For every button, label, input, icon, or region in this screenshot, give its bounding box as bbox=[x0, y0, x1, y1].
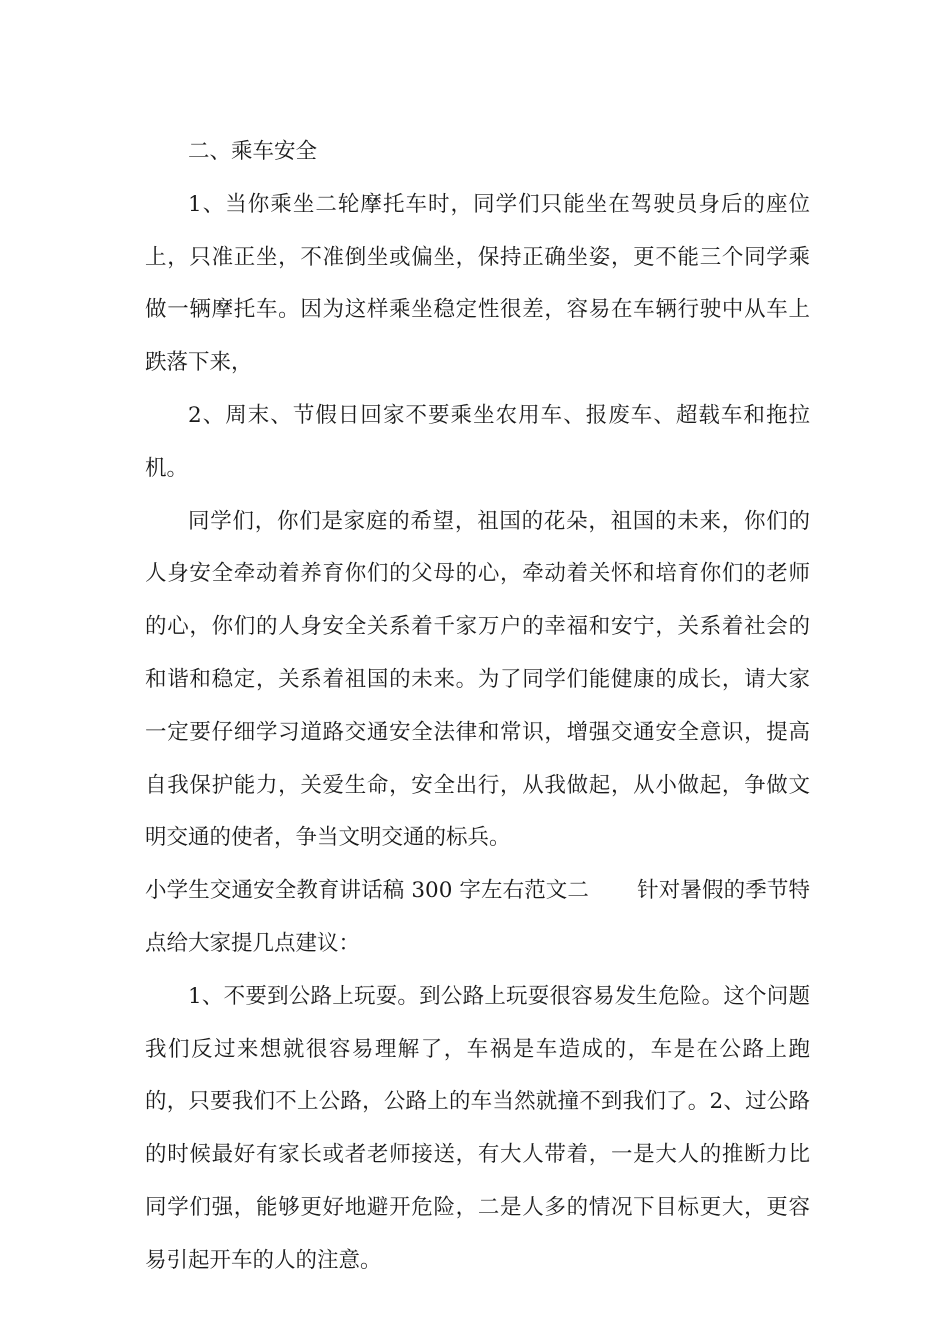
paragraph-motorcycle-safety: 1、当你乘坐二轮摩托车时，同学们只能坐在驾驶员身后的座位上，只准正坐，不准倒坐或偏坐，保持正确坐姿，更不能三个同学乘做一辆摩托车。因为这样乘坐稳定性很差，容易在车辆行驶中从车上跌落下来， bbox=[145, 191, 810, 376]
paragraph-road-advice: 1、不要到公路上玩耍。到公路上玩耍很容易发生危险。这个问题我们反过来想就很容易理解了，车祸是车造成的，车是在公路上跑的，只要我们不上公路，公路上的车当然就撞不到我们了。2、过公路的时候最好有家长或者老师接送，有大人带着，一是大人的推断力比同学们强，能够更好地避开危险，二是人多的情况下目标更大，更容易引起开车的人的注意。 bbox=[145, 983, 810, 1273]
document-body bbox=[145, 126, 810, 1288]
section-heading: 二、乘车安全 bbox=[188, 139, 318, 164]
essay-two-intro: 针对暑假的季节特点给大家提几点建议： bbox=[145, 878, 810, 956]
paragraph-weekend-vehicles: 2、周末、节假日回家不要乘坐农用车、报废车、超载车和拖拉机。 bbox=[145, 402, 810, 481]
paragraph-students-appeal: 同学们，你们是家庭的希望，祖国的花朵，祖国的未来，你们的人身安全牵动着养育你们的父母的心，牵动着关怀和培育你们的老师的心，你们的人身安全关系着千家万户的幸福和安宁，关系着社会的和谐和稳定，关系着祖国的未来。为了同学们能健康的成长，请大家一定要仔细学习道路交通安全法律和常识，增强交通安全意识，提高自我保护能力，关爱生命，安全出行，从我做起，从小做起，争做文明交通的使者，争当文明交通的标兵。 bbox=[145, 508, 810, 851]
essay-two-title: 小学生交通安全教育讲话稿 300 字左右范文二 bbox=[145, 878, 590, 904]
essay-two-title-line bbox=[145, 865, 810, 971]
